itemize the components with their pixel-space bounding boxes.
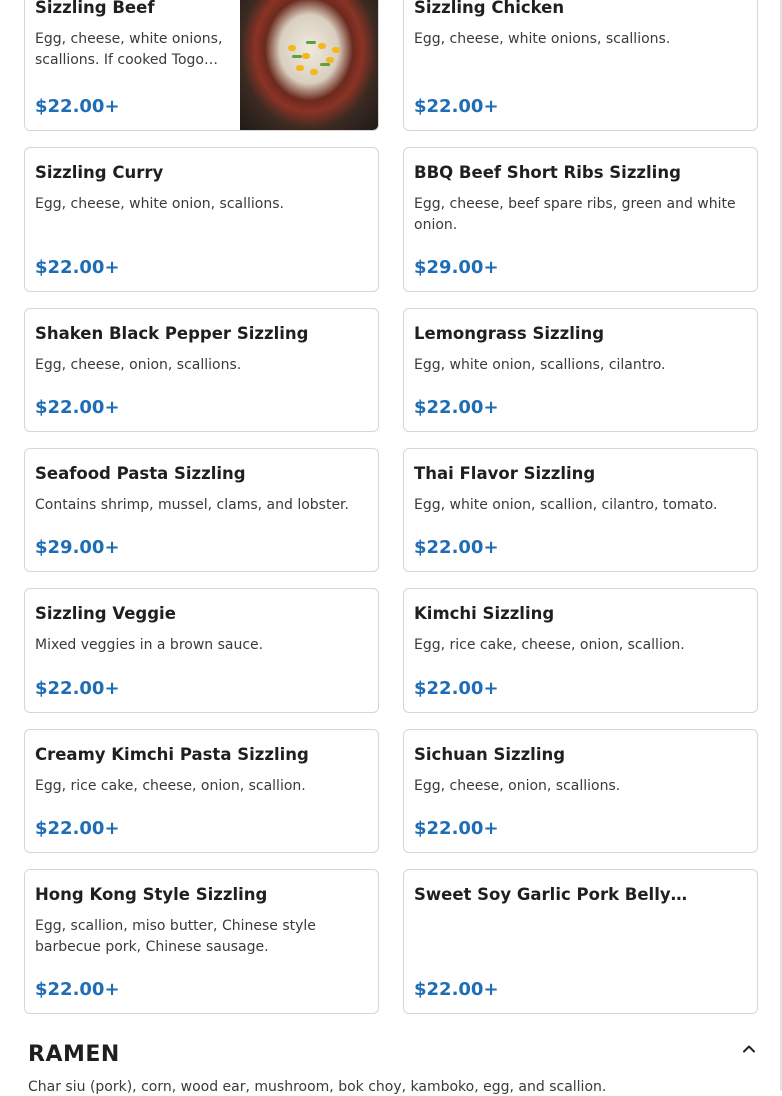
- menu-item-description: Egg, white onion, scallion, cilantro, tomato.: [414, 497, 718, 513]
- menu-item-description: Egg, cheese, beef spare ribs, green and white onion.: [414, 196, 736, 233]
- chevron-up-icon: [742, 1042, 756, 1056]
- menu-item-card[interactable]: [24, 448, 379, 572]
- menu-item-name: Lemongrass Sizzling: [414, 324, 605, 343]
- menu-item-description: Egg, scallion, miso butter, Chinese style barbecue pork, Chinese sausage.: [35, 918, 316, 955]
- menu-item-price: $22.00+: [414, 818, 499, 839]
- menu-item-name: Sizzling Beef: [35, 0, 155, 17]
- sizzling-beef-photo: [240, 0, 378, 130]
- menu-item-card[interactable]: [24, 729, 379, 853]
- corn-garnish: [296, 65, 304, 71]
- menu-item-card[interactable]: [24, 308, 379, 432]
- scallion-garnish: [306, 41, 316, 44]
- scallion-garnish: [320, 63, 330, 66]
- menu-item-name: Sizzling Veggie: [35, 604, 176, 623]
- menu-item-description: Egg, cheese, onion, scallions.: [35, 357, 242, 373]
- menu-item-price: $29.00+: [414, 257, 499, 278]
- menu-item-card[interactable]: [24, 588, 379, 713]
- menu-item-description: Mixed veggies in a brown sauce.: [35, 637, 264, 653]
- menu-item-price: $22.00+: [35, 257, 120, 278]
- corn-garnish: [310, 69, 318, 75]
- menu-item-card[interactable]: [403, 0, 758, 131]
- menu-item-name: Sizzling Curry: [35, 163, 164, 182]
- menu-item-name: BBQ Beef Short Ribs Sizzling: [414, 163, 681, 182]
- corn-garnish: [332, 47, 340, 53]
- menu-item-description: Egg, cheese, onion, scallions.: [414, 778, 621, 794]
- menu-item-name: Thai Flavor Sizzling: [414, 464, 596, 483]
- collapse-section-button[interactable]: [736, 1036, 762, 1062]
- menu-item-name: Seafood Pasta Sizzling: [35, 464, 246, 483]
- menu-item-price: $29.00+: [35, 537, 120, 558]
- menu-item-grid: [24, 0, 758, 1014]
- menu-item-price: $22.00+: [35, 979, 120, 1000]
- menu-item-name: Shaken Black Pepper Sizzling: [35, 324, 309, 343]
- scallion-garnish: [292, 55, 302, 58]
- menu-item-price: $22.00+: [35, 96, 120, 117]
- section-description-ramen: Char siu (pork), corn, wood ear, mushroom, bok choy, kamboko, egg, and scallion.: [28, 1079, 607, 1095]
- menu-item-card[interactable]: [403, 729, 758, 853]
- menu-item-name: Sichuan Sizzling: [414, 745, 566, 764]
- menu-item-name: Hong Kong Style Sizzling: [35, 885, 268, 904]
- menu-item-price: $22.00+: [414, 397, 499, 418]
- menu-item-name: Creamy Kimchi Pasta Sizzling: [35, 745, 309, 764]
- menu-item-description: Egg, rice cake, cheese, onion, scallion.: [35, 778, 306, 794]
- menu-item-card[interactable]: [24, 0, 379, 131]
- menu-item-card[interactable]: [403, 869, 758, 1014]
- section-title-ramen: RAMEN: [28, 1042, 120, 1067]
- menu-item-name: Kimchi Sizzling: [414, 604, 555, 623]
- corn-garnish: [288, 45, 296, 51]
- menu-item-price: $22.00+: [35, 678, 120, 699]
- menu-item-price: $22.00+: [414, 537, 499, 558]
- menu-item-description: Contains shrimp, mussel, clams, and lobster.: [35, 497, 349, 513]
- menu-item-card[interactable]: [403, 448, 758, 572]
- menu-item-description: Egg, cheese, white onion, scallions.: [35, 196, 284, 212]
- menu-item-price: $22.00+: [414, 96, 499, 117]
- corn-garnish: [318, 43, 326, 49]
- menu-item-card[interactable]: [403, 588, 758, 713]
- menu-item-name: Sweet Soy Garlic Pork Belly…: [414, 885, 688, 904]
- menu-item-description: Egg, rice cake, cheese, onion, scallion.: [414, 637, 685, 653]
- menu-item-name: Sizzling Chicken: [414, 0, 565, 17]
- menu-item-card[interactable]: [24, 869, 379, 1014]
- menu-item-price: $22.00+: [35, 818, 120, 839]
- menu-item-description: Egg, cheese, white onions, scallions. If cooked Togo…: [35, 31, 223, 68]
- menu-item-card[interactable]: [403, 147, 758, 292]
- menu-item-description: Egg, cheese, white onions, scallions.: [414, 31, 671, 47]
- menu-item-description: Egg, white onion, scallions, cilantro.: [414, 357, 666, 373]
- menu-item-price: $22.00+: [35, 397, 120, 418]
- menu-item-price: $22.00+: [414, 979, 499, 1000]
- menu-item-card[interactable]: [403, 308, 758, 432]
- menu-item-price: $22.00+: [414, 678, 499, 699]
- menu-item-card[interactable]: [24, 147, 379, 292]
- corn-garnish: [302, 53, 310, 59]
